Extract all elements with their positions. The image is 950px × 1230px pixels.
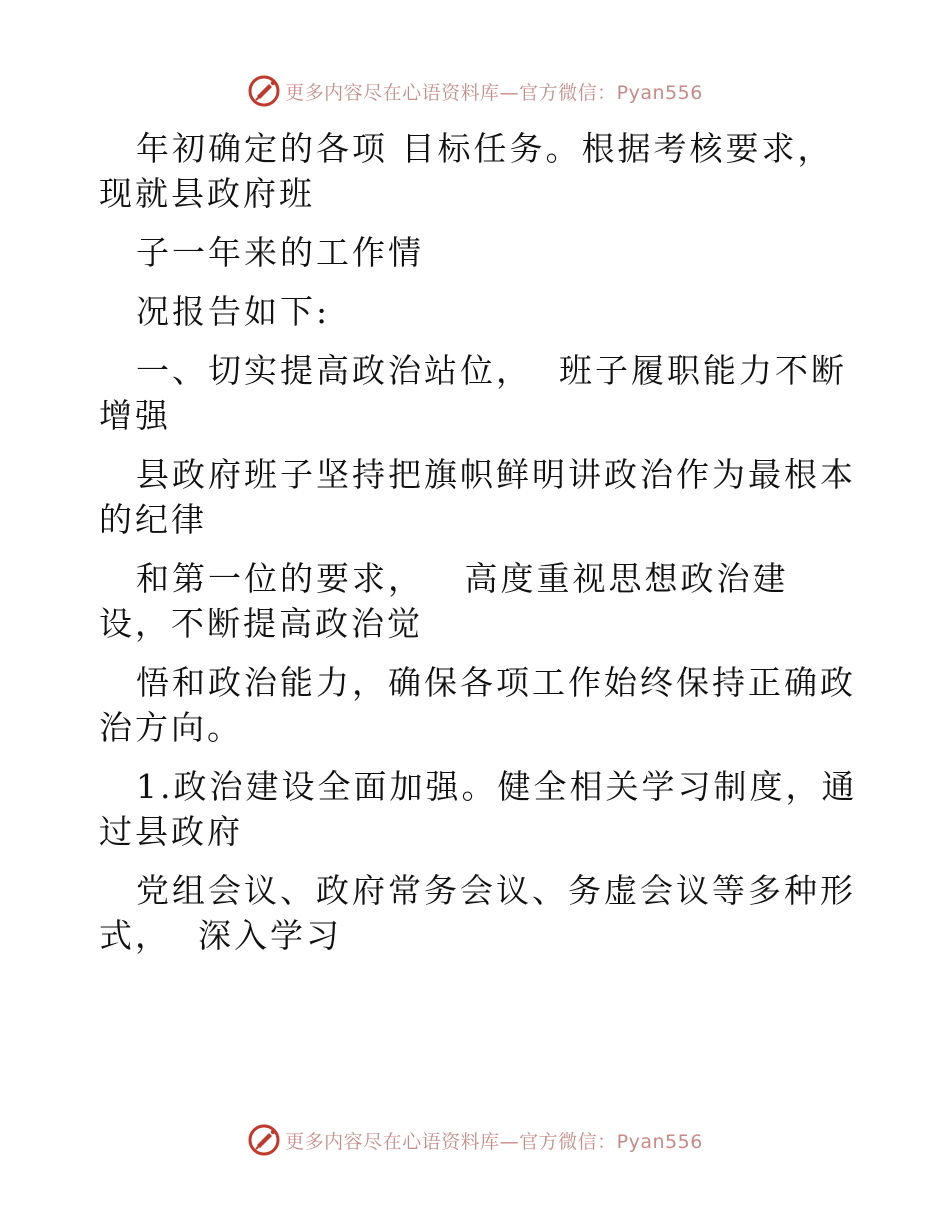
paragraph-1: 年初确定的各项 目标任务。根据考核要求，现就县政府班 [99,129,834,213]
brand-logo-icon [247,74,281,108]
footer-banner [0,1120,950,1160]
paragraph-9: 党组会议、政府常务会议、务虚会议等多种形式， 深入学习 [99,871,856,955]
paragraph-2: 子一年来的工作情 [136,233,424,272]
brand-logo-icon [247,1123,281,1157]
document-body [99,126,859,972]
paragraph-5: 县政府班子坚持把旗帜鲜明讲政治作为最根本的纪律 [99,455,856,539]
paragraph-8: 1.政治建设全面加强。健全相关学习制度，通过县政府 [99,767,858,851]
header-banner-text: 更多内容尽在心语资料库—官方微信：Pyan556 [285,81,703,104]
paragraph-6: 和第一位的要求， 高度重视思想政治建设，不断提高政治觉 [99,559,789,643]
header-banner [0,71,950,111]
paragraph-4: 一、切实提高政治站位， 班子履职能力不断增强 [99,351,847,435]
paragraph-7: 悟和政治能力，确保各项工作始终保持正确政治方向。 [99,663,856,747]
paragraph-3: 况报告如下: [136,292,331,331]
footer-banner-text: 更多内容尽在心语资料库—官方微信：Pyan556 [285,1130,703,1153]
